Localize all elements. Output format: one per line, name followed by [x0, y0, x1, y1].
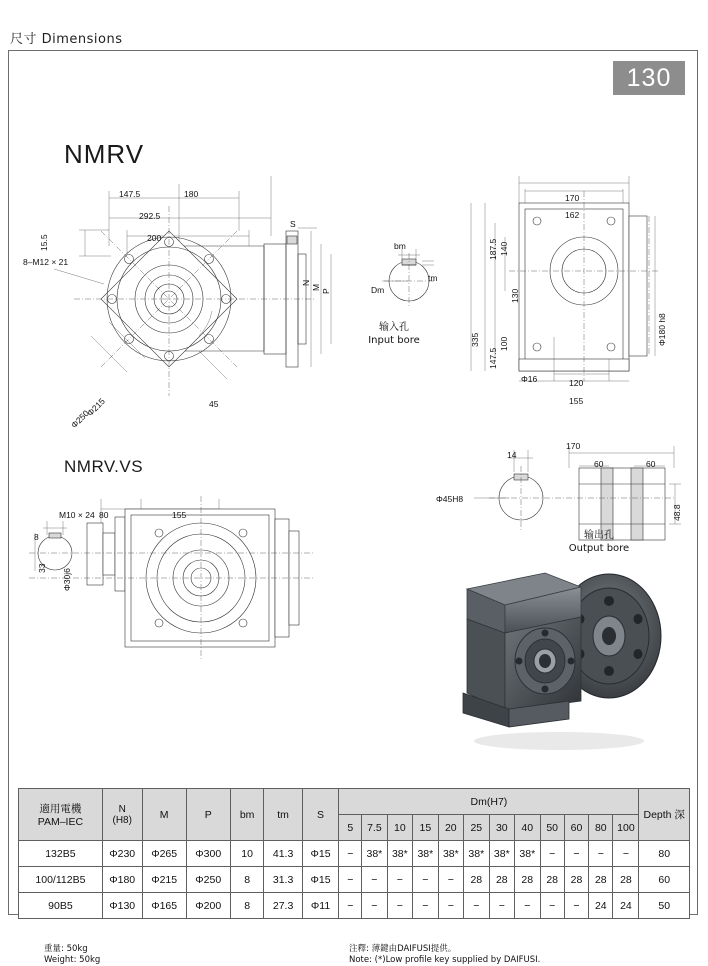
cell-dm: 38*: [515, 841, 540, 867]
cell-p: Φ300: [186, 841, 230, 867]
dim-side-140: 140: [499, 241, 509, 256]
dim-200: 200: [147, 233, 162, 243]
table-row: [19, 841, 690, 867]
cell-dm: −: [438, 867, 463, 893]
cell-dm: 38*: [489, 841, 514, 867]
dim-side-phi16: Φ16: [521, 374, 538, 384]
key-note-en: Note: (*)Low profile key supplied by DAIFUSI.: [349, 955, 541, 965]
nmrv-front-view-drawing: [49, 136, 389, 426]
cell-model: 100/112B5: [19, 867, 103, 893]
input-bore-caption: [349, 321, 439, 347]
th-dm-group: Dm(H7): [339, 789, 639, 815]
cell-dm: −: [464, 893, 489, 919]
cell-n: Φ180: [102, 867, 142, 893]
dim-side-155: 155: [569, 396, 584, 406]
dimensions-table-wrap: [18, 788, 690, 919]
th-dm-9: 60: [564, 815, 588, 841]
dim-side-187-5: 187.5: [488, 238, 498, 260]
dim-phi250: Φ250: [69, 408, 91, 431]
weight-note-cn: 重量: 50kg: [44, 944, 88, 954]
th-dm-10: 80: [589, 815, 613, 841]
dim-side-120: 120: [569, 378, 584, 388]
key-note: [349, 944, 540, 966]
cell-bm: 8: [230, 867, 264, 893]
th-dm-11: 100: [613, 815, 639, 841]
cell-dm: −: [387, 867, 412, 893]
dimensions-table: [18, 788, 690, 919]
th-dm-4: 20: [438, 815, 463, 841]
dim-15-5: 15.5: [39, 234, 49, 251]
cell-dm: 28: [589, 867, 613, 893]
output-bore-caption-cn: 输出孔: [584, 530, 614, 541]
output-bore-caption: [549, 529, 649, 555]
cell-bm: 8: [230, 893, 264, 919]
dim-out-phi45h8: Φ45H8: [436, 494, 464, 504]
dim-vs-80: 80: [99, 510, 109, 520]
dim-vs-m10: M10 × 24: [59, 510, 95, 520]
cell-dm: 38*: [438, 841, 463, 867]
cell-m: Φ265: [142, 841, 186, 867]
dim-vs-33: 33: [37, 563, 47, 573]
dim-side-162: 162: [565, 210, 580, 220]
table-header-row: [19, 789, 690, 815]
cell-dm: −: [564, 841, 588, 867]
th-dm-0: 5: [339, 815, 362, 841]
weight-note-en: Weight: 50kg: [44, 955, 101, 965]
cell-n: Φ230: [102, 841, 142, 867]
th-model-line2: PAM–IEC: [37, 816, 84, 828]
cell-dm: 38*: [413, 841, 438, 867]
model-title: NMRV: [64, 139, 145, 169]
cell-model: 90B5: [19, 893, 103, 919]
cell-dm: 28: [540, 867, 564, 893]
th-dm-3: 15: [413, 815, 438, 841]
th-dm-2: 10: [387, 815, 412, 841]
cell-dm: −: [489, 893, 514, 919]
dim-side-100: 100: [499, 336, 509, 351]
cell-dm: −: [339, 867, 362, 893]
cell-depth: 80: [639, 841, 690, 867]
cell-p: Φ250: [186, 867, 230, 893]
dim-out-60a: 60: [594, 459, 604, 469]
product-photo: [449, 561, 684, 761]
dim-vs-155: 155: [172, 510, 187, 520]
dim-side-170: 170: [565, 193, 580, 203]
th-p: P: [186, 789, 230, 841]
size-badge: 130: [613, 61, 685, 95]
dim-vs-phi30j6: Φ30j6: [62, 568, 72, 591]
cell-dm: 38*: [464, 841, 489, 867]
dim-m: M: [311, 283, 321, 291]
dim-s: S: [290, 219, 296, 229]
dim-side-335: 335: [470, 332, 480, 347]
th-n: [102, 789, 142, 841]
cell-dm: −: [589, 841, 613, 867]
cell-s: Φ15: [302, 867, 339, 893]
table-row: [19, 893, 690, 919]
cell-dm: −: [339, 841, 362, 867]
dim-dm: Dm: [371, 285, 385, 295]
cell-tm: 31.3: [264, 867, 302, 893]
cell-s: Φ11: [302, 893, 339, 919]
dim-vs-8: 8: [34, 532, 39, 542]
cell-dm: −: [413, 867, 438, 893]
cell-dm: −: [362, 867, 387, 893]
cell-tm: 27.3: [264, 893, 302, 919]
dim-292-5: 292.5: [139, 211, 161, 221]
cell-dm: −: [540, 841, 564, 867]
input-bore-caption-en: Input bore: [368, 335, 420, 346]
cell-s: Φ15: [302, 841, 339, 867]
th-dm-7: 40: [515, 815, 540, 841]
th-s: S: [302, 789, 339, 841]
dim-side-130: 130: [510, 288, 520, 303]
cell-depth: 50: [639, 893, 690, 919]
cell-dm: 28: [564, 867, 588, 893]
cell-dm: 28: [613, 867, 639, 893]
dim-out-170: 170: [566, 441, 581, 451]
key-note-cn: 注釋: 薄鍵由DAIFUSI提供。: [349, 944, 457, 954]
th-n-line2: (H8): [112, 814, 132, 826]
nmrv-vs-drawing: [29, 461, 339, 691]
dim-180: 180: [184, 189, 199, 199]
cell-n: Φ130: [102, 893, 142, 919]
cell-p: Φ200: [186, 893, 230, 919]
th-dm-6: 30: [489, 815, 514, 841]
cell-dm: 28: [464, 867, 489, 893]
weight-note: [44, 944, 100, 966]
dim-45: 45: [209, 399, 219, 409]
table-row: [19, 867, 690, 893]
th-dm-1: 7.5: [362, 815, 387, 841]
dim-bolt-8-m12: 8–M12 × 21: [23, 257, 69, 267]
cell-m: Φ215: [142, 867, 186, 893]
cell-dm: −: [387, 893, 412, 919]
cell-dm: 24: [589, 893, 613, 919]
dim-bm: bm: [394, 241, 406, 251]
th-n-line1: N: [118, 803, 126, 815]
cell-tm: 41.3: [264, 841, 302, 867]
cell-dm: −: [339, 893, 362, 919]
dim-tm: tm: [428, 273, 438, 283]
cell-dm: −: [438, 893, 463, 919]
th-bm: bm: [230, 789, 264, 841]
dim-p: P: [321, 288, 331, 294]
th-depth: Depth 深: [639, 789, 690, 841]
cell-dm: −: [515, 893, 540, 919]
cell-dm: 38*: [362, 841, 387, 867]
cell-dm: −: [362, 893, 387, 919]
th-m: M: [142, 789, 186, 841]
cell-depth: 60: [639, 867, 690, 893]
th-model-line1: 適用電機: [39, 803, 82, 815]
dim-out-60b: 60: [646, 459, 656, 469]
dim-side-phi180-h8: Φ180 h8: [657, 313, 667, 346]
cell-dm: −: [613, 841, 639, 867]
cell-dm: −: [413, 893, 438, 919]
output-bore-caption-en: Output bore: [568, 543, 630, 554]
dim-out-48-8: 48.8: [672, 504, 682, 521]
cell-dm: 38*: [387, 841, 412, 867]
dim-out-14: 14: [507, 450, 517, 460]
th-model: [19, 789, 103, 841]
dim-147-5: 147.5: [119, 189, 141, 199]
cell-dm: −: [564, 893, 588, 919]
cell-dm: 28: [489, 867, 514, 893]
dim-phi215: Φ215: [85, 396, 107, 419]
th-tm: tm: [264, 789, 302, 841]
dim-side-147-5: 147.5: [488, 347, 498, 369]
cell-dm: −: [540, 893, 564, 919]
page-title: 尺寸 Dimensions: [10, 32, 123, 47]
cell-m: Φ165: [142, 893, 186, 919]
dim-n: N: [301, 279, 311, 286]
dimensions-frame: [8, 50, 698, 965]
input-bore-caption-cn: 输入孔: [379, 322, 409, 333]
cell-bm: 10: [230, 841, 264, 867]
cell-model: 132B5: [19, 841, 103, 867]
th-dm-8: 50: [540, 815, 564, 841]
th-dm-5: 25: [464, 815, 489, 841]
model-title-vs: NMRV.VS: [64, 456, 144, 476]
cell-dm: 28: [515, 867, 540, 893]
cell-dm: 24: [613, 893, 639, 919]
